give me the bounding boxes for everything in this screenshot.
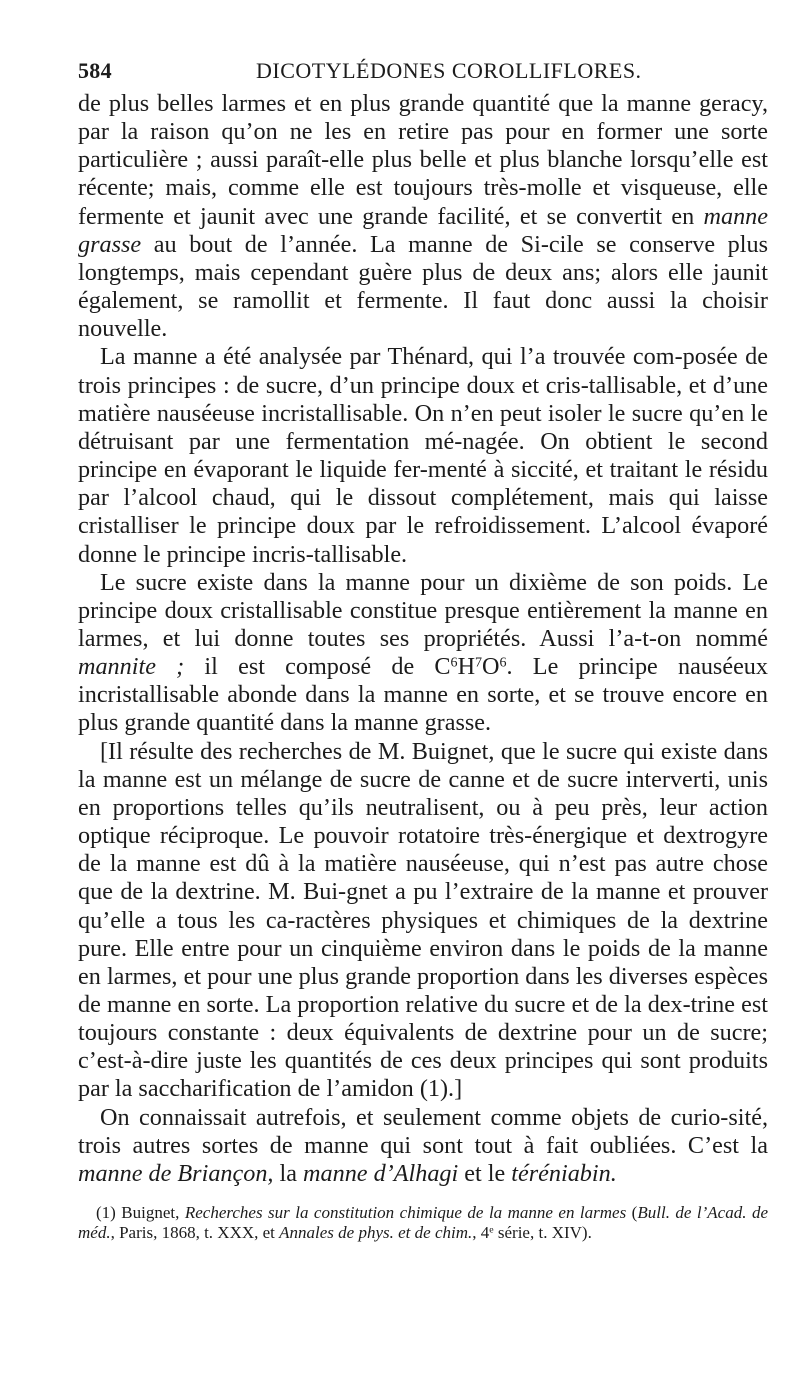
footnotes: [78, 1203, 768, 1243]
text-run: série, t. XIV).: [493, 1223, 592, 1243]
text-run: . Le principe nauséeux incristallisable abonde dans la manne en sorte, et se trouve encore en plus grande quantité dans la manne grasse.: [78, 653, 768, 737]
footnote: [78, 1203, 768, 1243]
superscript-text: 6: [499, 654, 507, 671]
text-run: [Il résulte des recherches de M. Buignet, que le sucre qui existe dans la manne est un mélange de sucre de canne et de sucre interverti, unis en proportions telles qu’ils neutralisent, ou à peu près, leur action optique réciproque. Le pouvoir rotatoire très-énergique et dextrogyre de la manne est dû à la matière nauséeuse, qui n’est pas autre chose que de la dextrine. M. Bui-gnet a pu l’extraire de la manne et prouver qu’elle a tous les ca-ractères physiques et chimiques de la dextrine pure. Elle entre pour un cinquième environ dans le poids de la manne en larmes, et pour une plus grande proportion dans les diverses espèces de manne en sorte. La proportion relative du sucre et de la dex-trine est toujours constante : deux équivalents de dextrine pour un de sucre; c’est-à-dire juste les quantités de ces deux principes qui sont produits par la saccharification de l’amidon (1).]: [78, 737, 768, 1103]
text-run: au bout de l’année. La manne de Si-cile se conserve plus longtemps, mais cependant guère plus de deux ans; alors elle jaunit également, se ramollit et fermente. Il faut donc aussi la choisir nouvelle.: [78, 230, 768, 343]
superscript-text: e: [489, 1224, 494, 1236]
paragraph: [78, 738, 768, 1104]
text-run: (: [626, 1203, 638, 1223]
text-run: Le sucre existe dans la manne pour un dixième de son poids. Le principe doux cristallisable constitue presque entièrement la manne en larmes, et lui donne toutes ses propriétés. Aussi l’a-t-on nommé: [78, 568, 768, 652]
page-header: [78, 58, 768, 90]
text-run: H: [457, 653, 476, 681]
italic-text: Recherches sur la constitution chimique de la manne en larmes: [184, 1203, 627, 1223]
italic-text: Bull. de l’Acad. de méd.: [78, 1203, 768, 1243]
paragraph: [78, 569, 768, 738]
text-run: La manne a été analysée par Thénard, qui l’a trouvée com-posée de trois principes : de sucre, d’un principe doux et cris-tallisable, et d’une matière nauséeuse incristallisable. On n’en peut isoler le sucre qu’en le détruisant par une fermentation mé-nagée. On obtient le second principe en évaporant le liquide fer-menté à siccité, et traitant le résidu par l’alcool chaud, qui le dissout complétement, mais qui laisse cristalliser le principe doux par le refroidissement. L’alcool évaporé donne le principe incris-tallisable.: [78, 343, 768, 568]
italic-text: Annales de phys. et de chim.: [279, 1223, 473, 1243]
paragraph: [78, 90, 768, 343]
text-run: O: [482, 653, 500, 681]
text-run: (1) Buignet,: [96, 1203, 185, 1223]
text-run: et le: [458, 1159, 512, 1187]
italic-text: téréniabin.: [511, 1159, 617, 1187]
italic-text: manne grasse: [78, 202, 768, 258]
text-run: la: [273, 1159, 304, 1187]
superscript-text: 6: [450, 654, 458, 671]
text-run: , Paris, 1868, t. XXX, et: [110, 1223, 280, 1243]
body-text: [78, 90, 768, 1188]
text-run: il est composé de C: [184, 653, 451, 681]
paragraph: [78, 343, 768, 568]
text-run: de plus belles larmes et en plus grande quantité que la manne geracy, par la raison qu’on ne les en retire pas pour en former une sorte particulière ; aussi paraît-elle plus belle et plus blanche lorsqu’elle est récente; mais, comme elle est toujours très-molle et visqueuse, elle fermente et jaunit avec une grande facilité, et se convertit en: [78, 90, 768, 230]
text-run: On connaissait autrefois, et seulement comme objets de curio-sité, trois autres sortes de manne qui sont tout à fait oubliées. C’est la: [78, 1103, 768, 1159]
italic-text: manne de Briançon,: [78, 1159, 274, 1187]
italic-text: manne d’Alhagi: [303, 1159, 459, 1187]
page-number: 584: [78, 58, 112, 83]
running-title: DICOTYLÉDONES COROLLIFLORES.: [256, 58, 642, 83]
paragraph: [78, 1104, 768, 1188]
text-run: , 4: [472, 1223, 490, 1243]
italic-text: mannite ;: [78, 653, 185, 681]
superscript-text: 7: [475, 654, 483, 671]
